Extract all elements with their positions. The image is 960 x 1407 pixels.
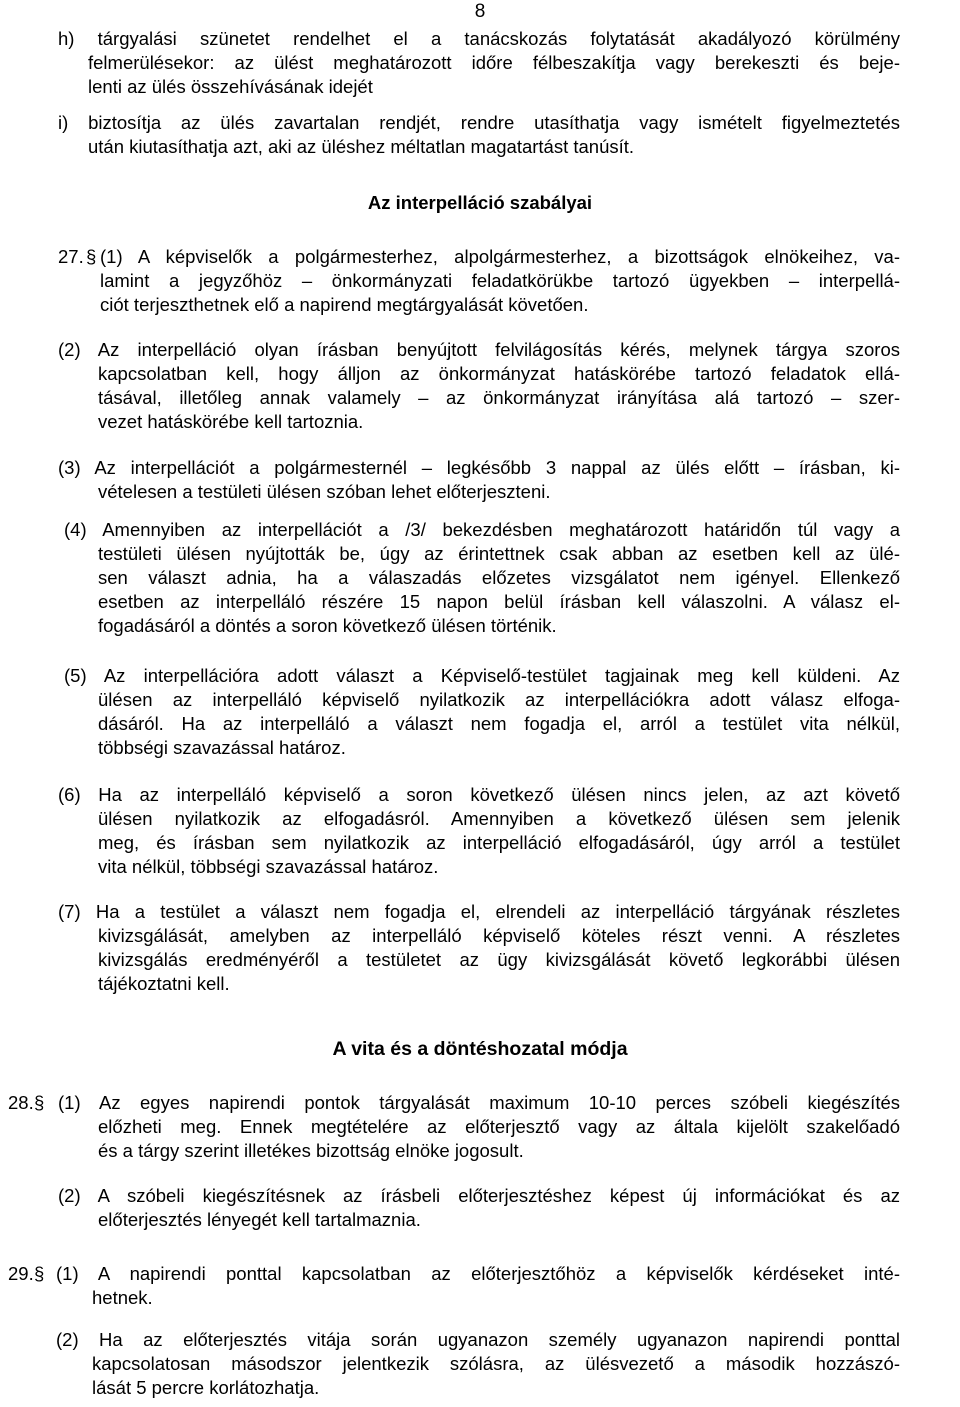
text-line: kapcsolatosan másodszor jelentkezik szólásra, az ülésvezető a második hozzászó- [92,1353,900,1374]
item-i [58,111,900,159]
section-number: 27. [58,246,84,267]
text-line: lását 5 percre korlátozhatja. [92,1377,320,1398]
section-heading: Az interpelláció szabályai [367,192,593,213]
text-line: (1) A napirendi ponttal kapcsolatban az előterjesztőhöz a képviselők kérdéseket inté- [56,1263,900,1284]
section-number: 29. [8,1263,34,1284]
text-line: sen választ adnia, ha a válaszadás előzetes vizsgálatot nem igényel. Ellenkező [98,567,900,588]
text-line: többségi szavazással határoz. [98,737,346,758]
paragraph [58,1184,900,1232]
section-heading: A vita és a döntéshozatal módja [332,1038,628,1060]
paragraph [58,1091,900,1163]
text-line: előzheti meg. Ennek megtételére az előterjesztő vagy az általa kijelölt szakelőadó [98,1116,900,1137]
text-line: előterjesztés lényegét kell tartalmaznia. [98,1209,421,1230]
text-line: felmerülésekor: az ülést meghatározott időre félbeszakítja vagy berekeszti és beje- [88,52,900,73]
paragraph [58,518,900,638]
text-line: (2) Az interpelláció olyan írásban benyújtott felvilágosítás kérés, melynek tárgya szoros [58,339,900,360]
text-line: esetben az interpelláló részére 15 napon belül írásban kell válaszolni. A válasz el- [98,591,900,612]
paragraph [58,338,900,434]
item-h [58,27,900,99]
paragraph [58,783,900,879]
section-number: 28. [8,1092,34,1113]
text-line: tásával, illetőleg annak valamely – az önkormányzat irányítása alá tartozó – szer- [98,387,900,408]
text-line: h) tárgyalási szünetet rendelhet el a tanácskozás folytatását akadályozó körülmény [58,28,900,49]
text-line: (6) Ha az interpelláló képviselő a soron következő ülésen nincs jelen, az azt követő [58,784,900,805]
text-line: lenti az ülés összehívásának idejét [88,76,373,97]
text-line: vezet hatáskörébe kell tartoznia. [98,411,364,432]
text-line: vita nélkül, többségi szavazással határoz. [98,856,439,877]
text-line: tájékoztatni kell. [98,973,230,994]
text-line: (5) Az interpellációra adott választ a Képviselő-testület tagjainak meg kell küldeni. Az [64,665,900,686]
text-line: lamint a jegyzőhöz – önkormányzati feladatkörükbe tartozó ügyekben – interpellá- [100,270,900,291]
text-line: (3) Az interpellációt a polgármesternél – legkésőbb 3 nappal az ülés előtt – írásban, ki- [58,457,900,478]
text-line: i) biztosítja az ülés zavartalan rendjét, rendre utasíthatja vagy ismételt figyelmeztetés [58,112,900,133]
text-line: és a tárgy szerint illetékes bizottság elnöke jogosult. [98,1140,524,1161]
text-line: (7) Ha a testület a választ nem fogadja el, elrendeli az interpelláció tárgyának részletes [58,901,900,922]
text-line: ülésen az interpelláló képviselő nyilatkozik az interpellációkra adott válasz elfoga- [98,689,900,710]
text-line: meg, és írásban sem nyilatkozik az interpelláció elfogadásáról, úgy arról a testület [98,832,900,853]
text-line: kivizsgálás eredményéről a testületet az ügy kivizsgálását követő legkorábbi ülésen [98,949,900,970]
paragraph [56,1328,900,1400]
text-line: ülésen nyilatkozik az elfogadásról. Amennyiben a következő ülésen sem jelenik [98,808,900,829]
text-line: (1) A képviselők a polgármesterhez, alpolgármesterhez, a bizottságok elnökeihez, va- [100,246,900,267]
text-line: fogadásáról a döntés a soron következő ülésen történik. [98,615,557,636]
text-line: ciót terjeszthetnek elő a napirend megtárgyalását követően. [100,294,589,315]
section-sign-icon: § [34,1263,45,1284]
text-line: (4) Amennyiben az interpellációt a /3/ bekezdésben meghatározott határidőn túl vagy a [64,519,900,540]
text-line: testületi ülésen nyújtották be, úgy az érintettnek csak abban az esetben kell az ülé- [98,543,900,564]
paragraph [58,664,900,760]
paragraph [100,245,900,317]
section-sign-icon: § [86,246,97,267]
paragraph [56,1262,900,1310]
text-line: kapcsolatban kell, hogy álljon az önkormányzat hatáskörébe tartozó feladatok ellá- [98,363,900,384]
page-number: 8 [474,1,486,22]
paragraph [58,900,900,996]
paragraph [58,456,900,504]
text-line: (1) Az egyes napirendi pontok tárgyalását maximum 10-10 perces szóbeli kiegészítés [58,1092,900,1113]
text-line: hetnek. [92,1287,153,1308]
section-sign-icon: § [34,1092,45,1113]
text-line: vételesen a testületi ülésen szóban lehet előterjeszteni. [98,481,551,502]
text-line: (2) A szóbeli kiegészítésnek az írásbeli előterjesztéshez képest új információkat és az [58,1185,900,1206]
text-line: (2) Ha az előterjesztés vitája során ugyanazon személy ugyanazon napirendi ponttal [56,1329,900,1350]
text-line: kivizsgálását, amelyben az interpelláló képviselő köteles részt venni. A részletes [98,925,900,946]
text-line: után kiutasíthatja azt, aki az üléshez méltatlan magatartást tanúsít. [88,136,635,157]
text-line: dásáról. Ha az interpelláló a választ nem fogadja el, arról a testület vita nélkül, [98,713,900,734]
